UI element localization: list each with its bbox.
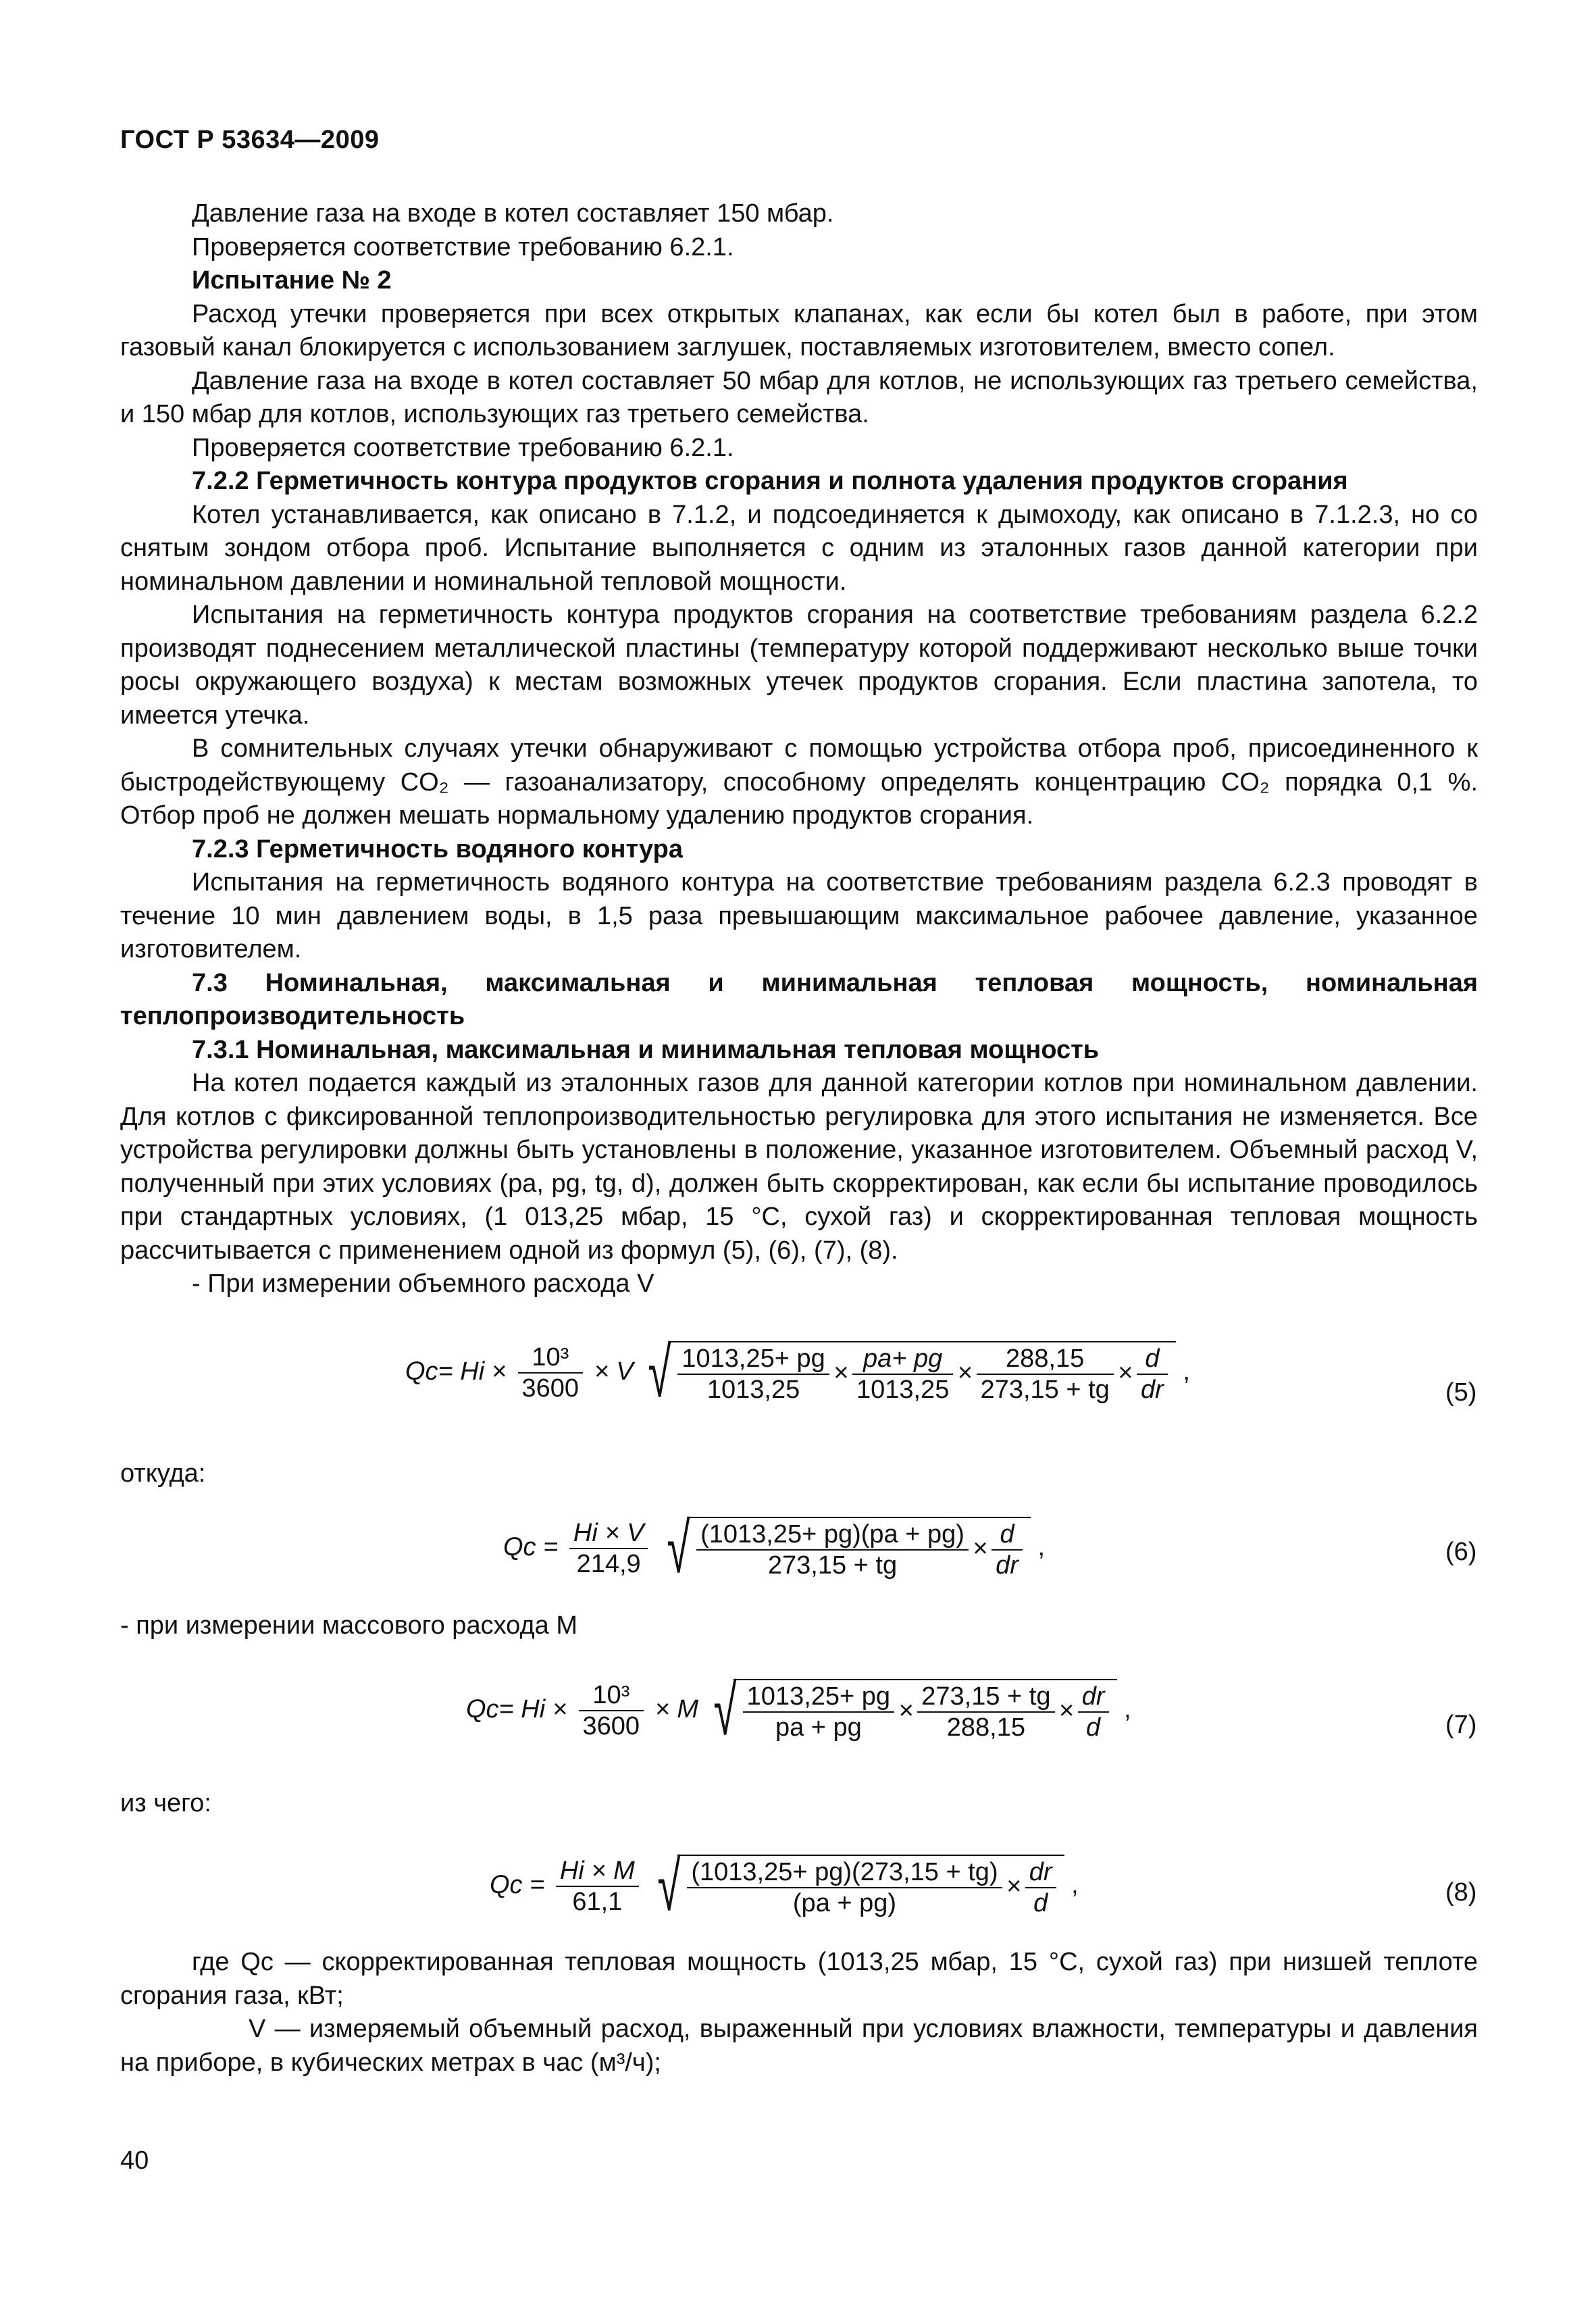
fraction: $\frac{d}{dr}$ [992,1519,1023,1580]
fraction: $\frac{pa+ pg}{1013,25}$ [852,1344,953,1405]
paragraph: Испытания на герметичность водяного контура на соответствие требованиям раздела 6.2.3 проводят в течение 10 мин давлением воды, в 1,5 раза превышающим максимальное рабочее давление, указанное изготовителем. [120,868,1478,963]
definition-v: V — измеряемый объемный расход, выраженный при условиях влажности, температуры и давления на приборе, в кубических метрах в час (м³/ч); [120,2015,1478,2077]
fraction: $\frac{273,15 + tg}{288,15}$ [917,1682,1054,1742]
paragraph: Расход утечки проверяется при всех открытых клапанах, как если бы котел был в работе, при этом газовый канал блокируется с использованием заглушек, поставляемых изготовителем, вместо сопел. [120,299,1478,361]
sqrt-sign: √ [713,1671,737,1750]
formula-number: (7) [1445,1711,1477,1739]
sqrt-sign: √ [667,1509,690,1588]
fraction: $\frac{dr}{d}$ [1078,1682,1109,1742]
section-heading: 7.3.1 Номинальная, максимальная и минимальная тепловая мощность [192,1035,1100,1064]
section-heading: 7.2.2 Герметичность контура продуктов сгорания и полнота удаления продуктов сгорания [192,467,1348,495]
fraction: $\frac{1013,25+ pg}{pa + pg}$ [743,1682,894,1742]
definition-qc: где Qc — скорректированная тепловая мощность (1013,25 мбар, 15 °С, сухой газ) при низшей теплоте сгорания газа, кВт; [120,1948,1478,2010]
paragraph: Проверяется соответствие требованию 6.2.1. [192,433,734,462]
paragraph: На котел подается каждый из эталонных газов для данной категории котлов при номинальном давлении. Для котлов с фиксированной теплопроизводительностью регулировка для этого испытания не изменяется. Все устройства регулировки должны быть установлены в положение, указанное изготовителем. Объемный расход V, полученный при этих условиях (pa, pg, tg, d), должен быть скорректирован, как если бы испытание проводилось при стандартных условиях, (1 013,25 мбар, 15 °С, сухой газ) и скорректированная тепловая мощность рассчитывается с применением одной из формул (5), (6), (7), (8). [120,1069,1478,1265]
formula-mult: × V [594,1357,634,1386]
radicand: $\frac{(1013,25+ pg)(pa + pg)}{273,15 + tg}$ × $\frac{d}{dr}$ [687,1517,1031,1580]
formula-number: (6) [1445,1538,1477,1566]
fraction: $\frac{(1013,25+ pg)(pa + pg)}{273,15 + tg}$ [696,1519,969,1580]
formula-connector: откуда: [120,1459,206,1488]
paragraph: Испытания на герметичность контура продуктов сгорания на соответствие требованиям раздела 6.2.2 производят поднесением металлической пластины (температуру которой поддерживают несколько выше точки росы окружающего воздуха) к местам возможных утечек продуктов сгорания. Если пластина запотела, то имеется утечка. [120,601,1478,730]
paragraph: Проверяется соответствие требованию 6.2.1. [192,232,734,261]
radicand: $\frac{(1013,25+ pg)(273,15 + tg)}{(pa + pg)}$ × $\frac{dr}{d}$ [677,1855,1064,1918]
formula-connector: - при измерении массового расхода M [120,1611,577,1640]
paragraph: Давление газа на входе в котел составляет 50 мбар для котлов, не использующих газ третьего семейства, и 150 мбар для котлов, использующих газ третьего семейства. [120,366,1478,428]
fraction: $\frac{\text{10³}}{3600}$ [518,1342,584,1403]
fraction: $\frac{\text{10³}}{3600}$ [579,1680,644,1741]
sqrt-sign: √ [657,1847,681,1926]
radicand: $\frac{1013,25+ pg}{pa + pg}$ × $\frac{273,15 + tg}{288,15}$ × $\frac{dr}{d}$ [733,1679,1117,1742]
page-number: 40 [120,2146,149,2175]
fraction: $\frac{dr}{d}$ [1025,1857,1056,1918]
section-heading: 7.2.3 Герметичность водяного контура [192,834,683,863]
fraction: $\frac{d}{dr}$ [1137,1344,1168,1405]
fraction: $\frac{288,15}{273,15 + tg}$ [977,1344,1114,1405]
test-heading: Испытание № 2 [192,266,392,295]
formula-connector: из чего: [120,1789,211,1817]
paragraph: В сомнительных случаях утечки обнаруживают с помощью устройства отбора проб, присоединенного к быстродействующему CO₂ — газоанализатору, способному определять концентрацию CO₂ порядка 0,1 %. Отбор проб не должен мешать нормальному удалению продуктов сгорания. [120,734,1478,830]
section-heading: 7.3 Номинальная, максимальная и минимальная тепловая мощность, номинальная теплопроизводительность [120,968,1478,1030]
definitions [120,1946,1478,2080]
fraction: $\frac{Hi \times V}{214,9}$ [569,1518,648,1579]
formula-6: Qc = $\frac{Hi \times V}{214,9}$ √ $\frac{(1013,25+ pg)(pa + pg)}{273,15 + tg}$ × $\frac{d}{dr}$ , [503,1509,1046,1588]
paragraph: Давление газа на входе в котел составляет 150 мбар. [192,199,834,228]
fraction: $\frac{Hi \times M}{61,1}$ [556,1856,639,1917]
document-header: ГОСТ Р 53634—2009 [120,126,380,154]
radicand: $\frac{1013,25+ pg}{1013,25}$ × $\frac{pa+ pg}{1013,25}$ × $\frac{288,15}{273,15 + tg}$ × $\frac{d}{dr}$ [668,1341,1175,1405]
sqrt-sign: √ [648,1334,671,1412]
fraction: $\frac{(1013,25+ pg)(273,15 + tg)}{(pa + pg)}$ [687,1857,1002,1918]
formula-number: (5) [1445,1378,1477,1407]
fraction: $\frac{1013,25+ pg}{1013,25}$ [677,1344,829,1405]
body-text [120,197,1478,1301]
formula-7: Qc= Hi × $\frac{\text{10³}}{3600}$ × M √ $\frac{1013,25+ pg}{pa + pg}$ × $\frac{273,15 + tg}{288,15}$ × $\frac{dr}{d}$ , [466,1671,1131,1750]
formula-number: (8) [1445,1878,1477,1907]
formula-8: Qc = $\frac{Hi \times M}{61,1}$ √ $\frac{(1013,25+ pg)(273,15 + tg)}{(pa + pg)}$ × $\frac{dr}{d}$ , [490,1847,1079,1926]
paragraph: - При измерении объемного расхода V [192,1269,654,1298]
paragraph: Котел устанавливается, как описано в 7.1.2, и подсоединяется к дымоходу, как описано в 7.1.2.3, но со снятым зондом отбора проб. Испытание выполняется с одним из эталонных газов данной категории при номинальном давлении и номинальной тепловой мощности. [120,500,1478,596]
formula-lhs: Qc= Hi × [405,1357,507,1386]
formula-5: Qc= Hi × $\frac{\text{10³}}{3600}$ × V √ $\frac{1013,25+ pg}{1013,25}$ × $\frac{pa+ pg}{1013,25}$ × $\frac{288,15}{273,15 + tg}$ × $\frac{d}{dr}$ , [405,1334,1190,1412]
